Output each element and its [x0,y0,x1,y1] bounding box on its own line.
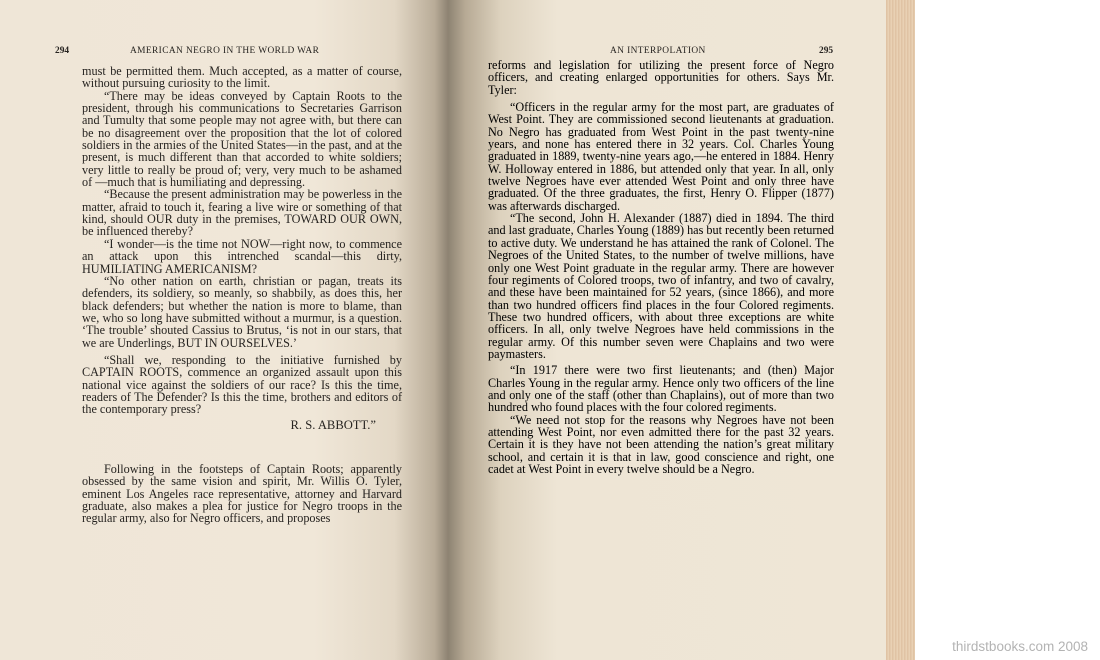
right-intro-paragraph: reforms and legislation for utilizing the present force of Negro officers, and creating enlarged opportunities for others. Says Mr. Tyler: [488,58,834,97]
right-text-block [488,59,834,475]
left-paragraph: “Because the present administration may be powerless in the matter, afraid to touch it, fearing a live wire or something of that kind, should OUR duty in the premises, TOWARD OUR OWN, be influenced thereby? [82,187,402,239]
left-paragraph: “I wonder—is the time not NOW—right now, to commence an attack upon this intrenched scandal—this dirty, HUMILIATING AMERICANISM? [82,236,402,276]
right-paragraph: “We need not stop for the reasons why Negroes have not been attending West Point, nor even admitted there for the past 32 years. Certain it is they have not been attending the nation’s great military school, and certain it is that in law, good conscience and right, one cadet at West Point in every twelve should be a Negro. [488,412,834,476]
signature: R. S. ABBOTT.” [290,417,376,432]
right-paragraph: “The second, John H. Alexander (1887) died in 1894. The third and last graduate, Charles Young (1889) has but recently been returned to active duty. We understand he has attained the rank of Colonel. The Negroes of the United States, to the number of twelve millions, have only one West Point graduate in the regular army. There are however four regiments of Colored troops, two of infantry, and two of cavalry, and these have been maintained for 52 years, (since 1866), and more than two hundred officers find places in the four Colored regiments. These two hundred officers, with about three exceptions are white officers. In all, only twelve Negroes have held commissions in the regular army. Of this number seven were Chaplains and two were paymasters. [488,211,834,361]
right-paragraph: “Officers in the regular army for the most part, are graduates of West Point. They are commissioned second lieutenants at graduation. No Negro has graduated from West Point in the past twenty-nine years, and none has entered there in 32 years. Col. Charles Young graduated in 1889, twenty-nine years ago,—he entered in 1884. Henry W. Holloway entered in 1886, but attended only that year. In all, only twelve Negroes have ever attended West Point and only three have graduated. Of the three graduates, the first, Henry O. Flipper (1877) was afterwards discharged. [488,100,834,213]
left-text-block [82,65,402,525]
left-page-number: 294 [55,46,70,56]
right-paragraph: “In 1917 there were two first lieutenants; and (then) Major Charles Young in the regular army. Hence only two officers of the line and only one of the staff (other than Chaplains), out of more than two hundred who found places with the four colored regiments. [488,363,834,415]
left-closing-paragraph: Following in the footsteps of Captain Roots; apparently obsessed by the same vision and spirit, Mr. Willis O. Tyler, eminent Los Angeles race representative, attorney and Harvard graduate, also makes a plea for justice for Negro troops in the regular army, also for Negro officers, and proposes [82,461,402,526]
left-running-head: AMERICAN NEGRO IN THE WORLD WAR [130,46,320,56]
right-page-number: 295 [819,46,834,56]
left-paragraph: “Shall we, responding to the initiative furnished by CAPTAIN ROOTS, commence an organized assault upon this national vice against the soldiers of our race? Is this the time, readers of The Defender? Is this the time, brothers and editors of the contemporary press? [82,352,402,417]
page-edges [886,0,915,660]
left-paragraph: must be permitted them. Much accepted, as a matter of course, without pursuing curiosity to the limit. [82,64,402,91]
right-running-head: AN INTERPOLATION [610,46,706,56]
section-gap [82,431,402,463]
left-paragraph: “No other nation on earth, christian or pagan, treats its defenders, its soldiery, so meanly, so shabbily, as does this, her black defenders; but whether the nation is more to blame, than we, who so long have submitted without a murmur, is a question. ‘The trouble’ shouted Cassius to Brutus, ‘is not in our stars, that we are Underlings, BUT IN OURSELVES.’ [82,273,402,350]
left-paragraph: “There may be ideas conveyed by Captain Roots to the president, through his communications to Secretaries Garrison and Tumulty that some people may not agree with, but there can be no disagreement over the proposition that the lot of colored soldiers in the armies of the United States—in the past, and at the present, is much different than that accorded to white soldiers; very little to really be proud of; very, very much to be ashamed of —much that is humiliating and depressing. [82,88,402,190]
left-page [0,0,448,660]
watermark: thirdstbooks.com 2008 [952,639,1088,654]
